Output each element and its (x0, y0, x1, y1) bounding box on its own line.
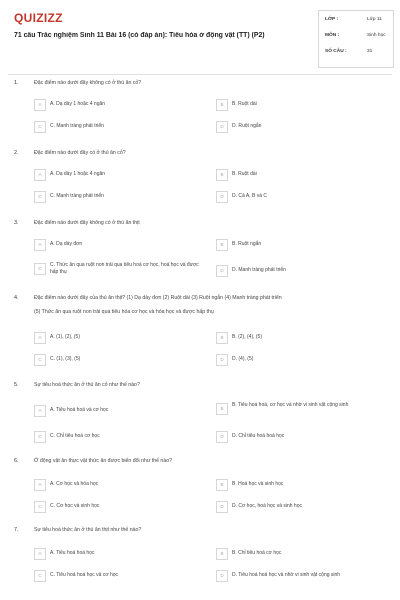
option-c[interactable] (34, 353, 204, 367)
option-letter: D (216, 121, 228, 133)
question-text: Sự tiêu hoá thức ăn ở thú ăn thịt như thế nào? (34, 527, 142, 533)
option-text: B. Ruột ngắn (232, 241, 262, 247)
info-row-count (325, 49, 389, 59)
option-c[interactable] (34, 500, 204, 514)
option-letter: A (34, 332, 46, 344)
option-b[interactable] (216, 547, 386, 561)
option-letter: B (216, 332, 228, 344)
question-number: 7. (14, 527, 19, 533)
header (0, 0, 400, 70)
option-letter: C (34, 121, 46, 133)
question-text-continued: (5) Thức ăn qua ruột non trải qua tiêu hóa cơ học và hóa học và được hấp thụ (34, 309, 214, 315)
option-text: B. Ruột dài (232, 101, 257, 107)
option-text: B. Chỉ tiêu hoá cơ học (232, 550, 282, 556)
option-text: A. Tiêu hoá hoá học (50, 550, 95, 556)
info-value: Sinh học (367, 33, 386, 38)
option-text: C. Manh tràng phát triển (50, 123, 104, 129)
option-a[interactable] (34, 404, 204, 418)
option-text: A. Cơ học và hóa học (50, 481, 99, 487)
question-number: 2. (14, 150, 19, 156)
option-letter: A (34, 169, 46, 181)
info-key: SỐ CÂU : (325, 49, 347, 54)
question-text: Đặc điểm nào dưới đây có ở thú ăn cỏ? (34, 150, 126, 156)
option-letter: C (34, 263, 46, 275)
question-number: 6. (14, 458, 19, 464)
option-letter: A (34, 239, 46, 251)
option-c[interactable] (34, 430, 204, 444)
option-letter: C (34, 191, 46, 203)
option-letter: B (216, 99, 228, 111)
info-key: LỚP : (325, 17, 339, 22)
option-text: A. Tiêu hoá hoá và cơ học (50, 407, 109, 413)
option-d[interactable] (216, 264, 386, 278)
option-text: A. Dạ dày đơn (50, 241, 83, 247)
option-letter: B (216, 479, 228, 491)
option-text: D. Manh tràng phát triển (232, 267, 286, 273)
option-d[interactable] (216, 190, 386, 204)
option-letter: D (216, 431, 228, 443)
option-d[interactable] (216, 500, 386, 514)
option-letter: D (216, 265, 228, 277)
info-box (318, 10, 394, 68)
option-c[interactable] (34, 190, 204, 204)
option-a[interactable] (34, 331, 204, 345)
option-text: C. Thức ăn qua ruột non trải qua tiêu hoá cơ học, hoá học và được hấp thụ (50, 262, 199, 275)
option-c[interactable] (34, 120, 204, 134)
option-b[interactable] (216, 331, 386, 345)
option-text: B. Ruột dài (232, 171, 257, 177)
option-a[interactable] (34, 168, 204, 182)
option-letter: A (34, 548, 46, 560)
header-divider (8, 74, 392, 75)
option-a[interactable] (34, 478, 204, 492)
option-text: C. Chỉ tiêu hoá cơ học (50, 433, 100, 439)
option-letter: A (34, 99, 46, 111)
option-b[interactable] (216, 238, 386, 252)
option-text: A. Dạ dày 1 hoặc 4 ngăn (50, 101, 106, 107)
option-letter: C (34, 354, 46, 366)
option-d[interactable] (216, 120, 386, 134)
option-text: D. Cơ học, hoá học và sinh học (232, 503, 302, 509)
option-b[interactable] (216, 98, 386, 112)
option-b[interactable] (216, 168, 386, 182)
question-text: Đặc điểm nào dưới đây không có ở thú ăn cỏ? (34, 80, 142, 86)
option-text: D. Chỉ tiêu hoá hoá học (232, 433, 285, 439)
option-letter: B (216, 548, 228, 560)
option-c[interactable] (34, 262, 204, 276)
option-text: D. Ruột ngắn (232, 123, 262, 129)
option-letter: C (34, 501, 46, 513)
info-row-class (325, 17, 389, 27)
option-text: A. (1), (2), (5) (50, 334, 81, 340)
option-text: B. Hoá học và sinh học (232, 481, 284, 487)
question-text: Ở động vật ăn thực vật thức ăn được biến đổi như thế nào? (34, 458, 172, 464)
option-text: D. (4), (5) (232, 356, 254, 362)
option-letter: C (34, 431, 46, 443)
option-letter: D (216, 570, 228, 582)
question-number: 1. (14, 80, 19, 86)
option-text: C. Manh tràng phát triển (50, 193, 104, 199)
option-letter: D (216, 354, 228, 366)
question-text: Sự tiêu hoá thức ăn ở thú ăn cỏ như thế nào? (34, 382, 140, 388)
option-b[interactable] (216, 478, 386, 492)
option-letter: B (216, 403, 228, 415)
option-letter: C (34, 570, 46, 582)
question-text: Đặc điểm nào dưới đây không có ở thú ăn thịt (34, 220, 140, 226)
option-letter: D (216, 191, 228, 203)
info-row-subject (325, 33, 389, 43)
info-key: MÔN : (325, 33, 340, 38)
option-a[interactable] (34, 238, 204, 252)
info-value: Lớp 11 (367, 17, 382, 22)
option-letter: A (34, 405, 46, 417)
option-letter: D (216, 501, 228, 513)
info-value: 31 (367, 49, 373, 54)
option-text: D. Cả A, B và C (232, 193, 268, 199)
quizizz-logo: QUIZIZZ (14, 11, 63, 25)
option-c[interactable] (34, 569, 204, 583)
option-letter: B (216, 239, 228, 251)
option-text: C. Cơ học và sinh học (50, 503, 100, 509)
option-letter: A (34, 479, 46, 491)
option-a[interactable] (34, 547, 204, 561)
option-b[interactable] (216, 402, 386, 416)
option-d[interactable] (216, 353, 386, 367)
option-text: C. (1), (3), (5) (50, 356, 81, 362)
option-d[interactable] (216, 569, 386, 583)
option-text: A. Dạ dày 1 hoặc 4 ngăn (50, 171, 106, 177)
question-text: Đặc điểm nào dưới đây của thú ăn thịt? (1) Dạ dày đơn (2) Ruột dài (3) Ruột ngắn (4) Manh tràng phát triển (34, 295, 282, 301)
option-text: B. Tiêu hoá hoá, cơ học và nhờ vi sinh vật cộng sinh (232, 402, 349, 408)
option-letter: B (216, 169, 228, 181)
option-a[interactable] (34, 98, 204, 112)
question-number: 4. (14, 295, 19, 301)
option-text: B. (2), (4), (5) (232, 334, 263, 340)
option-text: D. Tiêu hoá hoá học và nhờ vi sinh vật cộng sinh (232, 572, 341, 578)
option-text: C. Tiêu hoá hoá học và cơ học (50, 572, 119, 578)
question-number: 3. (14, 220, 19, 226)
page-title: 71 câu Trắc nghiệm Sinh 11 Bài 16 (có đáp án): Tiêu hóa ở động vật (TT) (P2) (14, 32, 265, 39)
option-d[interactable] (216, 430, 386, 444)
question-number: 5. (14, 382, 19, 388)
